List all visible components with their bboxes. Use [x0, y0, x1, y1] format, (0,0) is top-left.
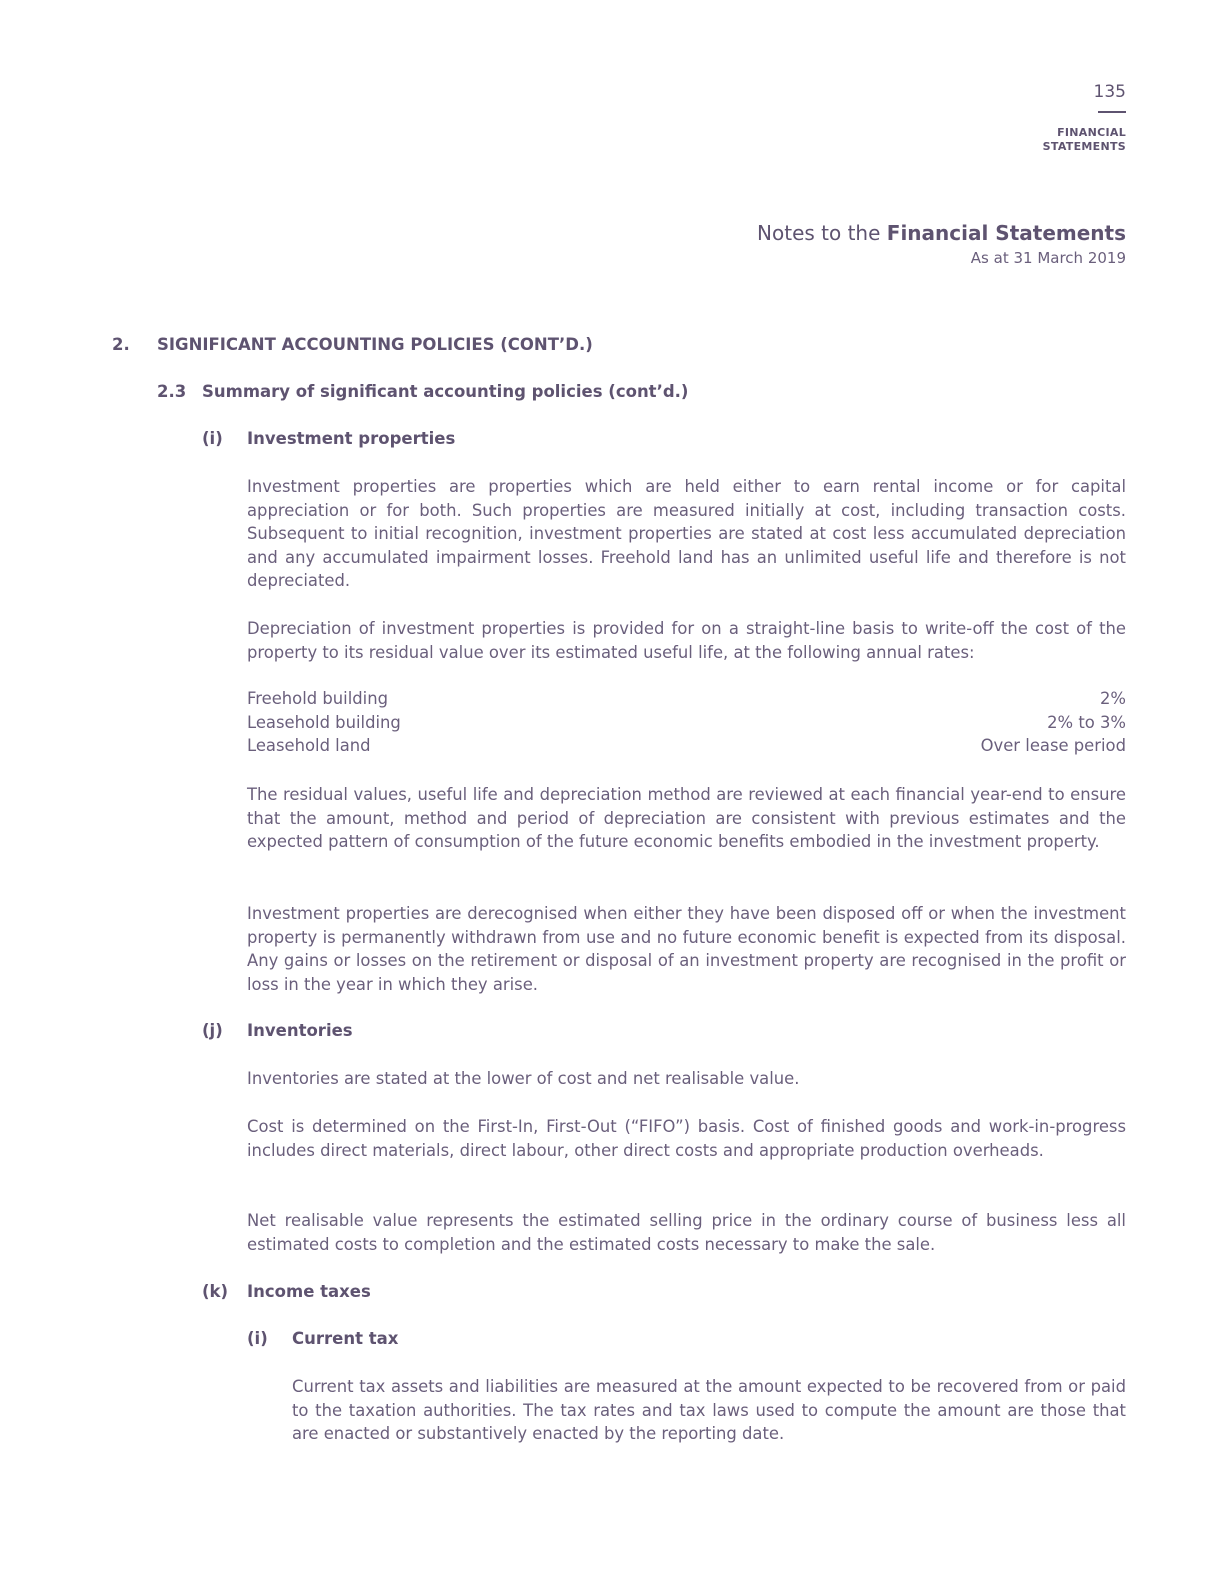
notes-title-bold: Financial Statements [886, 221, 1126, 245]
page-number-rule [1098, 111, 1126, 113]
subsection-heading [157, 382, 757, 404]
depreciation-rates-table [247, 687, 1126, 758]
notes-date: As at 31 March 2019 [970, 249, 1126, 267]
section-tag [926, 126, 1126, 154]
income-taxes-title: Income taxes [247, 1282, 371, 1301]
income-taxes-label: (k) [202, 1282, 229, 1301]
investment-properties-title: Investment properties [247, 429, 456, 448]
rate-row [247, 734, 1126, 758]
inventories-para-1: Inventories are stated at the lower of cost and net realisable value. [247, 1069, 800, 1088]
rate-item: Leasehold building [247, 712, 401, 732]
subsection-number: 2.3 [157, 382, 187, 401]
section-tag-line1: FINANCIAL [1057, 126, 1126, 139]
section-title: SIGNIFICANT ACCOUNTING POLICIES (CONT’D.) [157, 335, 593, 354]
notes-title [757, 221, 1126, 245]
inventories-para-2: Cost is determined on the First-In, First-Out (“FIFO”) basis. Cost of finished goods and work-in-progress includes direct materials, direct labour, other direct costs and appropriate production overheads. [247, 1117, 1126, 1160]
rate-item: Freehold building [247, 689, 389, 708]
rate-row [247, 711, 1126, 735]
inventories-label: (j) [202, 1021, 223, 1040]
investment-properties-heading [202, 429, 602, 451]
current-tax-heading [247, 1329, 647, 1351]
section-number: 2. [112, 335, 130, 354]
rate-value: Over lease period [980, 736, 1126, 756]
page-number: 135 [1093, 82, 1126, 102]
investment-properties-para-1: Investment properties are properties which are held either to earn rental income or for capital appreciation or for both. Such properties are measured initially at cost, including transaction costs. Subsequent to initial recognition, investment properties are stated at cost less accumulated depreciation and any accumulated impairment losses. Freehold land has an unlimited useful life and therefore is not depreciated. [247, 477, 1126, 591]
current-tax-title: Current tax [292, 1329, 399, 1348]
rate-item: Leasehold land [247, 736, 371, 756]
section-tag-line2: STATEMENTS [1042, 140, 1126, 153]
investment-properties-para-2: Depreciation of investment properties is provided for on a straight-line basis to write-off the cost of the property to its residual value over its estimated useful life, at the following annual rates: [247, 619, 1126, 662]
current-tax-para-1: Current tax assets and liabilities are measured at the amount expected to be recovered from or paid to the taxation authorities. The tax rates and tax laws used to compute the amount are those that are enacted or substantively enacted by the reporting date. [292, 1377, 1126, 1444]
investment-properties-para-3: The residual values, useful life and depreciation method are reviewed at each financial year-end to ensure that the amount, method and period of depreciation are consistent with previous estimates and the expected pattern of consumption of the future economic benefits embodied in the investment property. [247, 785, 1126, 852]
rate-row [247, 687, 1126, 711]
current-tax-label: (i) [247, 1329, 268, 1348]
inventories-para-3: Net realisable value represents the estimated selling price in the ordinary course of business less all estimated costs to completion and the estimated costs necessary to make the sale. [247, 1211, 1126, 1254]
subsection-title: Summary of significant accounting policies (cont’d.) [202, 382, 689, 401]
notes-title-light: Notes to the [757, 221, 887, 245]
income-taxes-heading [202, 1282, 602, 1304]
investment-properties-label: (i) [202, 429, 223, 448]
inventories-title: Inventories [247, 1021, 353, 1040]
rate-value: 2% [1099, 689, 1126, 708]
inventories-heading [202, 1021, 602, 1043]
section-heading [112, 335, 712, 357]
rate-value: 2% to 3% [1047, 712, 1126, 732]
investment-properties-para-4: Investment properties are derecognised when either they have been disposed off or when the investment property is permanently withdrawn from use and no future economic benefit is expected from its disposal. Any gains or losses on the retirement or disposal of an investment property are recognised in the profit or loss in the year in which they arise. [247, 904, 1126, 994]
